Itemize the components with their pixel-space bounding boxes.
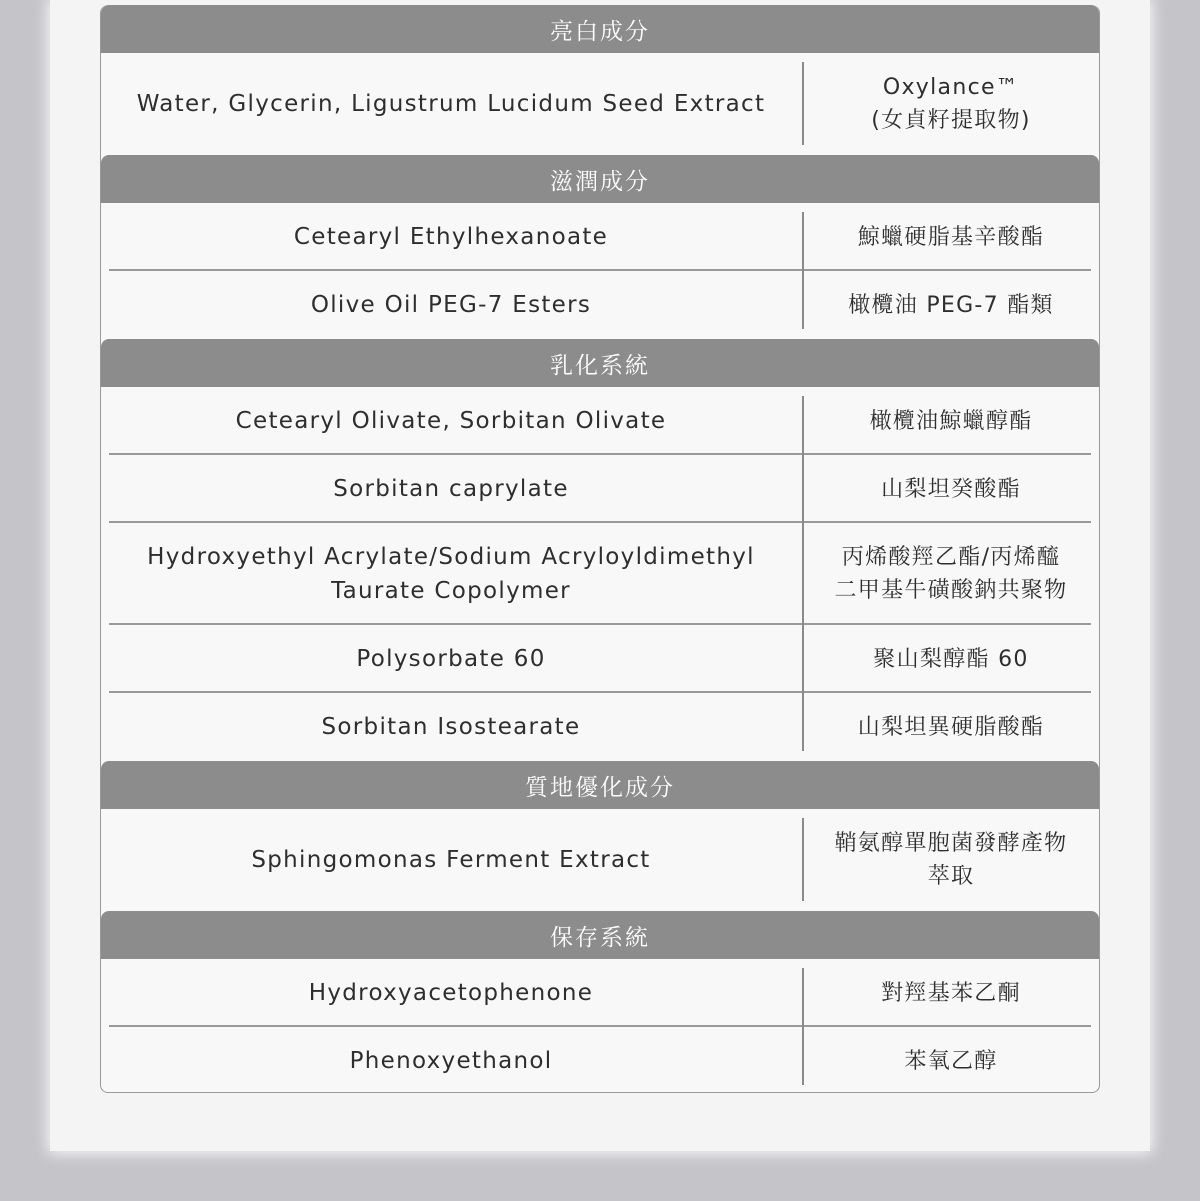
ingredient-zh: 山梨坦癸酸酯 bbox=[881, 476, 1021, 502]
ingredient-en: Cetearyl Olivate, Sorbitan Olivate bbox=[235, 408, 667, 434]
column-divider bbox=[802, 818, 804, 901]
column-divider bbox=[802, 62, 804, 145]
ingredient-en: Hydroxyacetophenone bbox=[308, 980, 594, 1006]
section-header-brightening: 亮白成分 bbox=[101, 5, 1099, 53]
ingredient-en: Sorbitan Isostearate bbox=[321, 714, 581, 740]
table-row bbox=[101, 271, 1099, 339]
ingredient-en: Water, Glycerin, Ligustrum Lucidum Seed Extract bbox=[136, 91, 766, 117]
ingredient-zh: 山梨坦異硬脂酸酯 bbox=[857, 714, 1045, 740]
ingredient-zh: 丙烯酸羥乙酯/丙烯醯 二甲基牛磺酸鈉共聚物 bbox=[834, 545, 1068, 603]
ingredient-zh: 鯨蠟硬脂基辛酸酯 bbox=[857, 224, 1045, 250]
section-header-texture: 質地優化成分 bbox=[101, 761, 1099, 809]
section-header-moisturizing: 滋潤成分 bbox=[101, 155, 1099, 203]
ingredient-en: Hydroxyethyl Acrylate/Sodium Acryloyldimethyl Taurate Copolymer bbox=[147, 544, 755, 604]
ingredient-en: Sphingomonas Ferment Extract bbox=[251, 847, 651, 873]
ingredient-en: Olive Oil PEG-7 Esters bbox=[310, 292, 592, 318]
ingredient-zh: Oxylance™ (女貞籽提取物) bbox=[871, 75, 1031, 133]
ingredient-en: Polysorbate 60 bbox=[356, 646, 546, 672]
table-row bbox=[101, 693, 1099, 761]
ingredient-zh: 聚山梨醇酯 60 bbox=[873, 646, 1029, 672]
table-row bbox=[101, 387, 1099, 455]
table-row bbox=[101, 959, 1099, 1027]
column-divider bbox=[802, 968, 804, 1085]
ingredient-en: Cetearyl Ethylhexanoate bbox=[293, 224, 609, 250]
table-row bbox=[101, 455, 1099, 523]
ingredient-en: Phenoxyethanol bbox=[349, 1048, 553, 1074]
section-header-emulsifying: 乳化系統 bbox=[101, 339, 1099, 387]
ingredient-zh: 苯氧乙醇 bbox=[904, 1048, 998, 1074]
table-row bbox=[101, 203, 1099, 271]
section-header-preservative: 保存系統 bbox=[101, 911, 1099, 959]
table-row bbox=[101, 625, 1099, 693]
table-row bbox=[101, 53, 1099, 155]
table-row bbox=[101, 1027, 1099, 1093]
ingredient-zh: 對羥基苯乙酮 bbox=[881, 980, 1021, 1006]
table-row bbox=[101, 523, 1099, 625]
ingredient-zh: 橄欖油 PEG-7 酯類 bbox=[848, 292, 1054, 318]
ingredient-table bbox=[100, 5, 1100, 1093]
ingredient-zh: 鞘氨醇單胞菌發酵產物 萃取 bbox=[834, 831, 1068, 889]
column-divider bbox=[802, 212, 804, 329]
ingredient-en: Sorbitan caprylate bbox=[333, 476, 569, 502]
column-divider bbox=[802, 396, 804, 751]
ingredient-zh: 橄欖油鯨蠟醇酯 bbox=[869, 408, 1033, 434]
table-row bbox=[101, 809, 1099, 911]
